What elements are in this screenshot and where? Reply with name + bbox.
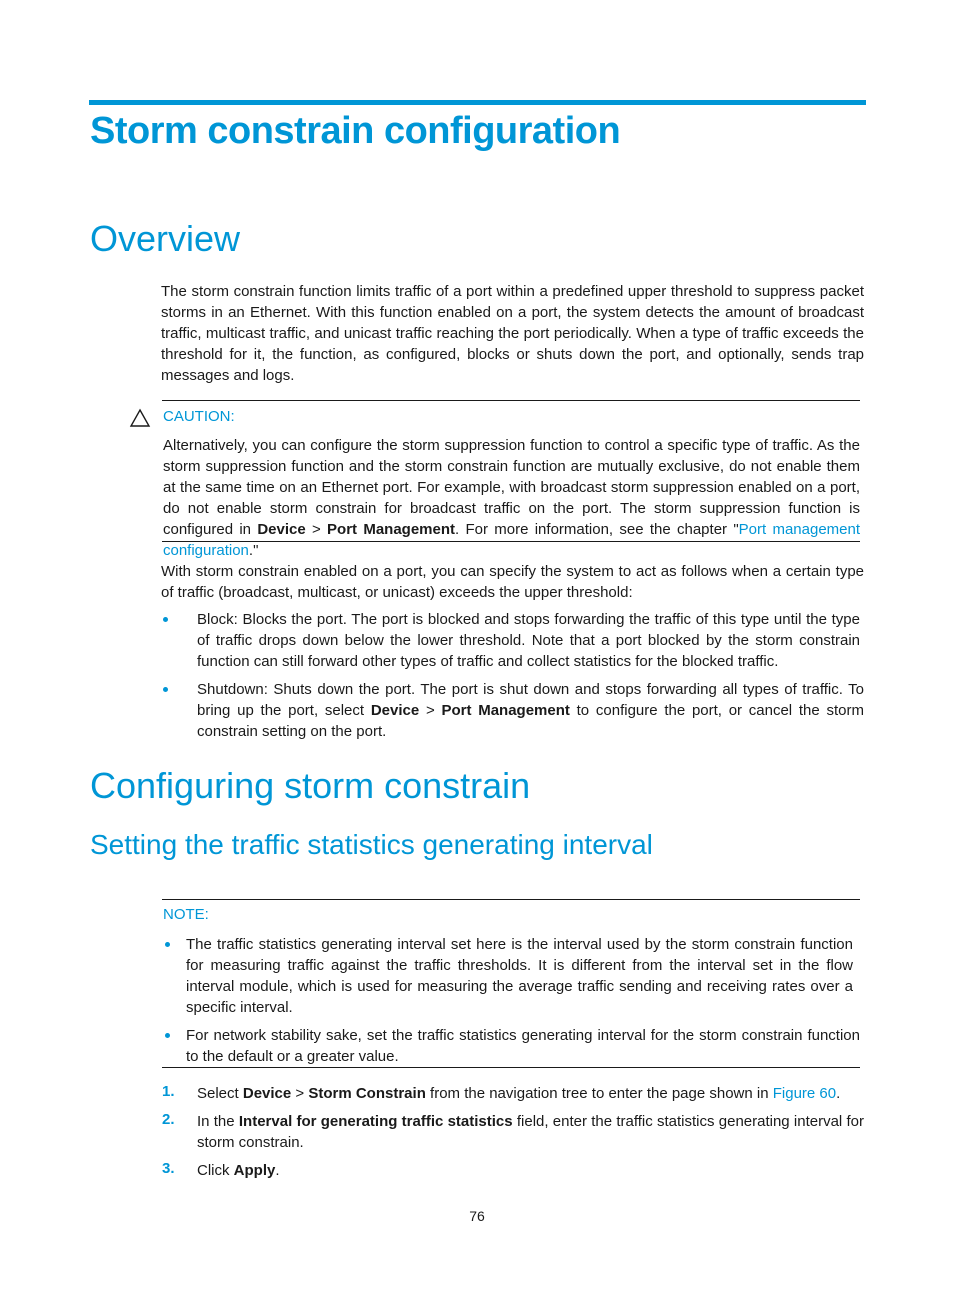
warning-triangle-icon [129,408,151,433]
chapter-title: Storm constrain configuration [90,110,621,152]
caution-top-rule [162,400,860,401]
note-bottom-rule [162,1067,860,1068]
apply-button-label: Apply [233,1162,276,1179]
note-top-rule [162,899,860,900]
bullet-icon [163,687,168,692]
bullet-icon [165,1033,170,1038]
step-1: Select Device > Storm Constrain from the navigation tree to enter the page shown in Figure 60. [197,1085,841,1102]
bullet-block: Block: Blocks the port. The port is blocked and stops forwarding the traffic of this type until the type of traffic drops down below the lower threshold. Note that a port blocked by the storm constrain function can still forward other types of traffic and collect statistics for the blocked traffic. [197,611,860,670]
overview-heading: Overview [90,218,241,259]
note-item-1: The traffic statistics generating interval set here is the interval used by the storm constrain function for measuring traffic against the traffic thresholds. It is different from the interval set in the flow interval module, which is used for measuring the average traffic sending and receiving rates over a specific interval. [186,936,853,1016]
step-number: 2. [162,1111,175,1128]
step-3: Click Apply. [197,1162,280,1179]
note-label: NOTE: [163,906,209,923]
configuring-heading: Configuring storm constrain [90,765,531,806]
step-number: 1. [162,1083,175,1100]
menu-device: Device [257,521,306,538]
note-item-2: For network stability sake, set the traffic statistics generating interval for the storm constrain function to the default or a greater value. [186,1027,860,1065]
step-2: In the Interval for generating traffic statistics field, enter the traffic statistics generating interval for storm constrain. [197,1113,865,1151]
menu-port-management: Port Management [441,702,570,719]
caution-text: Alternatively, you can configure the storm suppression function to control a specific type of traffic. As the storm suppression function and the storm constrain function are mutually exclusive, do not enable them at the same time on an Ethernet port. For example, with broadcast storm suppression enabled on a port, do not enable storm constrain for broadcast traffic on the port. The storm suppression function is configured in Device > Port Management. For more information, see the chapter "Port management configuration." [163,437,861,559]
bullet-icon [165,942,170,947]
overview-intro: The storm constrain function limits traffic of a port within a predefined upper threshold to suppress packet storms in an Ethernet. With this function enabled on a port, the system detects the amount of broadcast traffic, multicast traffic, and unicast traffic reaching the port periodically. When a type of traffic exceeds the threshold for it, the function, as configured, blocks or shuts down the port, and optionally, sends trap messages and logs. [161,283,864,384]
menu-storm-constrain: Storm Constrain [308,1085,426,1102]
figure-60-link[interactable]: Figure 60 [772,1085,837,1102]
menu-device: Device [370,702,420,719]
caution-bottom-rule [162,541,860,542]
menu-device: Device [242,1085,292,1102]
field-interval-label: Interval for generating traffic statistics [238,1113,513,1130]
bullet-icon [163,617,168,622]
chapter-top-rule [89,100,866,105]
step-number: 3. [162,1160,175,1177]
port-management-link[interactable]: Port management configuration [163,521,861,559]
bullet-shutdown: Shutdown: Shuts down the port. The port is shut down and stops forwarding all types of traffic. To bring up the port, select Device > Port Management to configure the port, or cancel the storm constrain setting on the port. [197,681,864,740]
interval-subheading: Setting the traffic statistics generating interval [90,829,653,860]
caution-label: CAUTION: [163,408,235,425]
page-number: 76 [469,1208,485,1224]
menu-port-management: Port Management [327,521,456,538]
storm-action-intro: With storm constrain enabled on a port, you can specify the system to act as follows when a certain type of traffic (broadcast, multicast, or unicast) exceeds the upper threshold: [161,563,864,601]
